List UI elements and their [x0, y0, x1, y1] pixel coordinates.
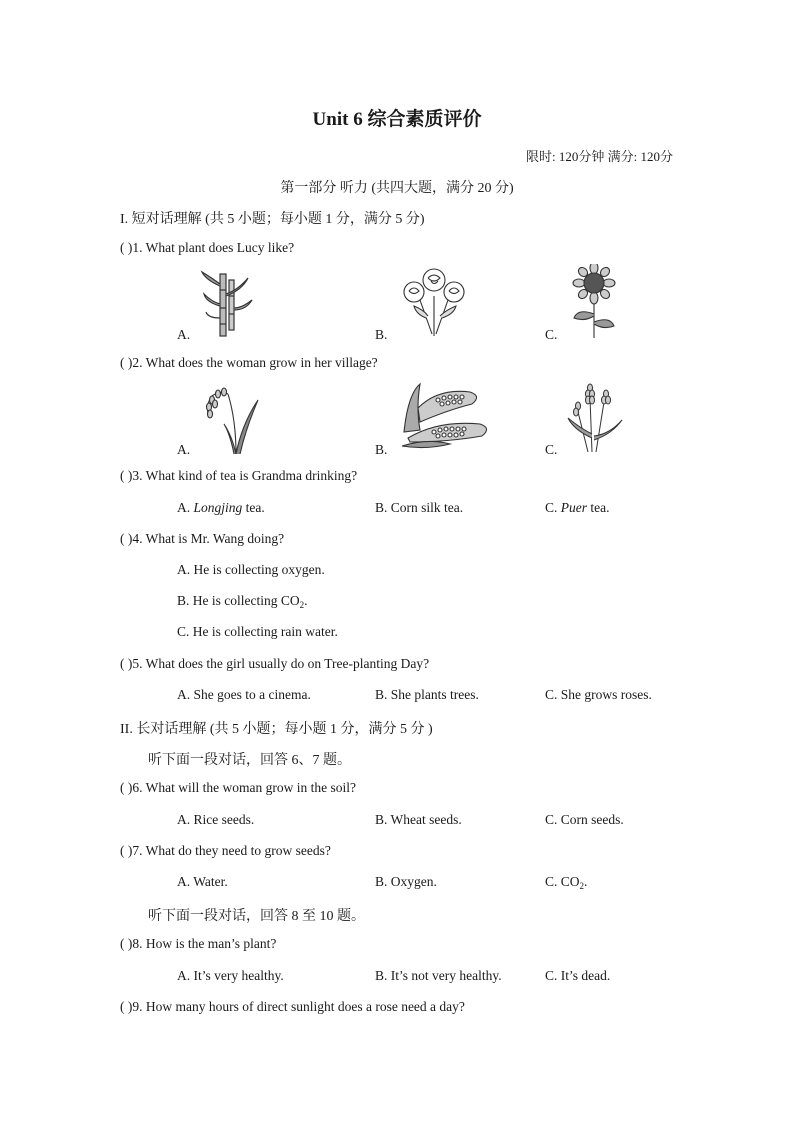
- sunflower-icon: [570, 264, 618, 340]
- option-8a: A. It’s very healthy.: [177, 968, 284, 983]
- bamboo-icon: [198, 266, 254, 338]
- option-6a: A. Rice seeds.: [177, 812, 255, 827]
- option-1b: B.: [375, 327, 388, 342]
- rice-icon: [202, 380, 262, 456]
- option-5a: A. She goes to a cinema.: [177, 687, 311, 702]
- option-4c: C. He is collecting rain water.: [177, 624, 338, 639]
- section-heading-2: II. 长对话理解 (共 5 小题；每小题 1 分，满分 5 分 ): [120, 722, 433, 737]
- option-3b: B. Corn silk tea.: [375, 500, 464, 515]
- question-8: ( )8. How is the man’s plant?: [120, 936, 277, 951]
- question-6: ( )6. What will the woman grow in the soil?: [120, 780, 356, 795]
- question-7: ( )7. What do they need to grow seeds?: [120, 843, 331, 858]
- part-heading: 第一部分 听力 (共四大题，满分 20 分): [280, 181, 514, 196]
- option-7b: B. Oxygen.: [375, 874, 437, 889]
- option-8c: C. It’s dead.: [545, 968, 611, 983]
- rose-icon: [398, 266, 470, 338]
- option-5c: C. She grows roses.: [545, 687, 652, 702]
- option-6c: C. Corn seeds.: [545, 812, 624, 827]
- option-1c: C.: [545, 327, 558, 342]
- option-1a: A.: [177, 327, 191, 342]
- option-7c: C. $CO_2$.: [545, 874, 588, 891]
- option-8b: B. It’s not very healthy.: [375, 968, 502, 983]
- corn-icon: [398, 380, 494, 450]
- option-4b: B. He is collecting $CO_2$.: [177, 593, 308, 610]
- option-5b: B. She plants trees.: [375, 687, 479, 702]
- question-2: ( )2. What does the woman grow in her village?: [120, 355, 378, 370]
- option-2c: C.: [545, 442, 558, 457]
- instruction-8-10: 听下面一段对话，回答 8 至 10 题。: [148, 909, 365, 924]
- question-9: ( )9. How many hours of direct sunlight does a rose need a day?: [120, 999, 465, 1014]
- option-6b: B. Wheat seeds.: [375, 812, 462, 827]
- option-7a: A. Water.: [177, 874, 228, 889]
- wheat-icon: [566, 378, 626, 454]
- option-3c: C. Puer tea.: [545, 500, 610, 515]
- time-score-info: 限时: 120分钟 满分: 120分: [526, 149, 673, 164]
- option-4a: A. He is collecting oxygen.: [177, 562, 325, 577]
- question-1: ( )1. What plant does Lucy like?: [120, 240, 295, 255]
- page-title: Unit 6 综合素质评价: [312, 109, 482, 130]
- question-3: ( )3. What kind of tea is Grandma drinking?: [120, 468, 358, 483]
- option-3a: A. Longjing tea.: [177, 500, 265, 515]
- instruction-6-7: 听下面一段对话，回答 6、7 题。: [148, 753, 351, 768]
- option-2a: A.: [177, 442, 191, 457]
- question-4: ( )4. What is Mr. Wang doing?: [120, 531, 285, 546]
- question-5: ( )5. What does the girl usually do on Tree-planting Day?: [120, 656, 430, 671]
- section-heading-1: I. 短对话理解 (共 5 小题；每小题 1 分，满分 5 分): [120, 212, 425, 227]
- option-2b: B.: [375, 442, 388, 457]
